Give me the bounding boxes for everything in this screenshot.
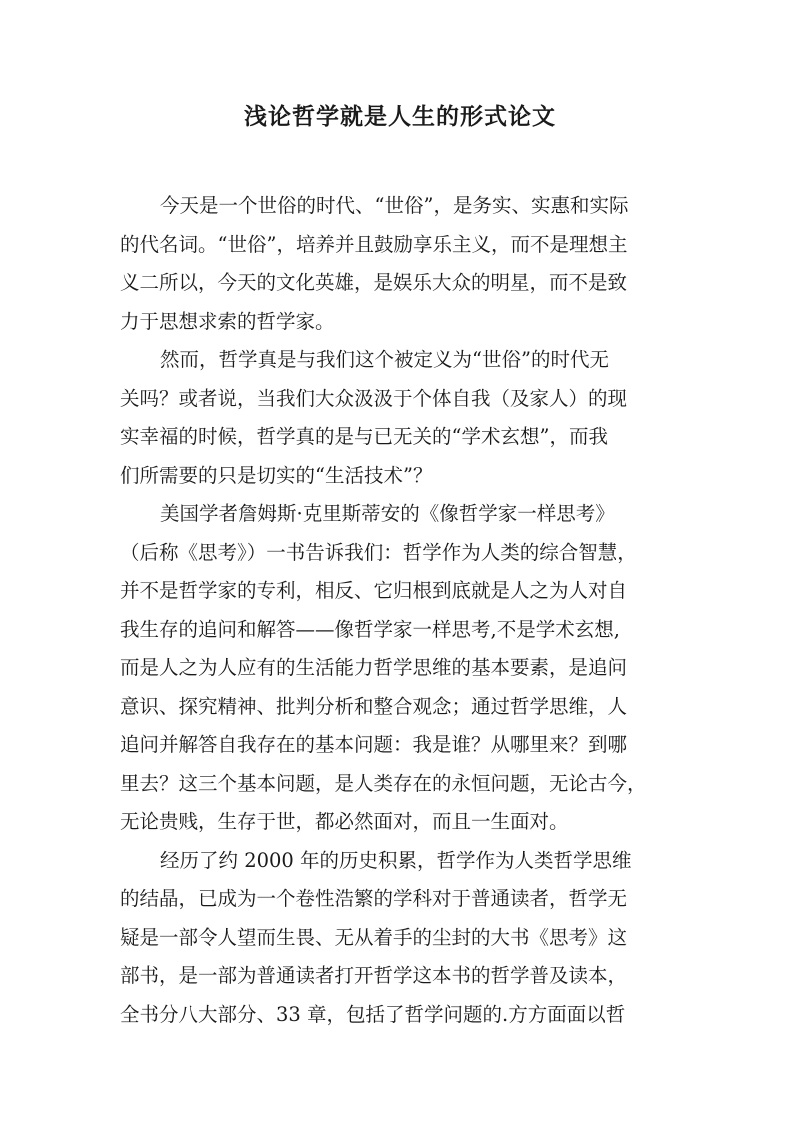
paragraph-line: 实幸福的时候，哲学真的是与已无关的“学术玄想”，而我 [120, 425, 608, 448]
paragraph-line: 义二所以，今天的文化英雄，是娱乐大众的明星，而不是致 [120, 271, 628, 294]
paragraph-line: 部书，是一部为普通读者打开哲学这本书的哲学普及读本， [120, 964, 628, 987]
paragraph-line: 的代名词。“世俗”，培养并且鼓励享乐主义，而不是理想主 [120, 232, 628, 256]
paragraph-line: 而是人之为人应有的生活能力哲学思维的基本要素，是追问 [120, 656, 628, 679]
paragraph-1 [120, 187, 680, 341]
paragraph-line: 们所需要的只是切实的“生活技术”？ [120, 463, 433, 487]
paragraph-line: 疑是一部令人望而生畏、无从着手的尘封的大书《思考》这 [120, 925, 628, 949]
document-body [120, 187, 680, 1034]
paragraph-line: 我生存的追问和解答——像哲学家一样思考,不是学术玄想, [120, 617, 620, 641]
paragraph-2 [120, 341, 680, 495]
paragraph-line: 追问并解答自我存在的基本问题：我是谁？从哪里来？到哪 [120, 733, 628, 756]
paragraph-line: 无论贵贱，生存于世，都必然面对，而且一生面对。 [120, 810, 569, 833]
paragraph-line: 的结晶，已成为一个卷性浩繁的学科对于普通读者，哲学无 [120, 887, 628, 910]
paragraph-4 [120, 842, 680, 1035]
paragraph-line: 关吗？或者说，当我们大众汲汲于个体自我（及家人）的现 [120, 386, 628, 410]
paragraph-3 [120, 495, 680, 842]
document-title: 浅论哲学就是人生的形式论文 [244, 103, 556, 130]
paragraph-line: 全书分八大部分、33 章，包括了哲学问题的.方方面面以哲 [120, 1002, 626, 1026]
paragraph-line: 经历了约 2000 年的历史积累，哲学作为人类哲学思维 [160, 848, 632, 872]
paragraph-line: 美国学者詹姆斯·克里斯蒂安的《像哲学家一样思考》 [160, 502, 615, 525]
paragraph-line: （后称《思考》）一书告诉我们：哲学作为人类的综合智慧， [120, 540, 637, 564]
paragraph-line: 今天是一个世俗的时代、“世俗”，是务实、实惠和实际 [160, 194, 629, 217]
paragraph-line: 然而，哲学真是与我们这个被定义为“世俗”的时代无 [160, 348, 609, 371]
paragraph-line: 并不是哲学家的专利，相反、它归根到底就是人之为人对自 [120, 579, 628, 602]
paragraph-line: 力于思想求索的哲学家。 [120, 309, 335, 333]
paragraph-line: 意识、探究精神、批判分析和整合观念；通过哲学思维，人 [120, 694, 628, 718]
paragraph-line: 里去？这三个基本问题，是人类存在的永恒问题，无论古今， [120, 771, 647, 795]
